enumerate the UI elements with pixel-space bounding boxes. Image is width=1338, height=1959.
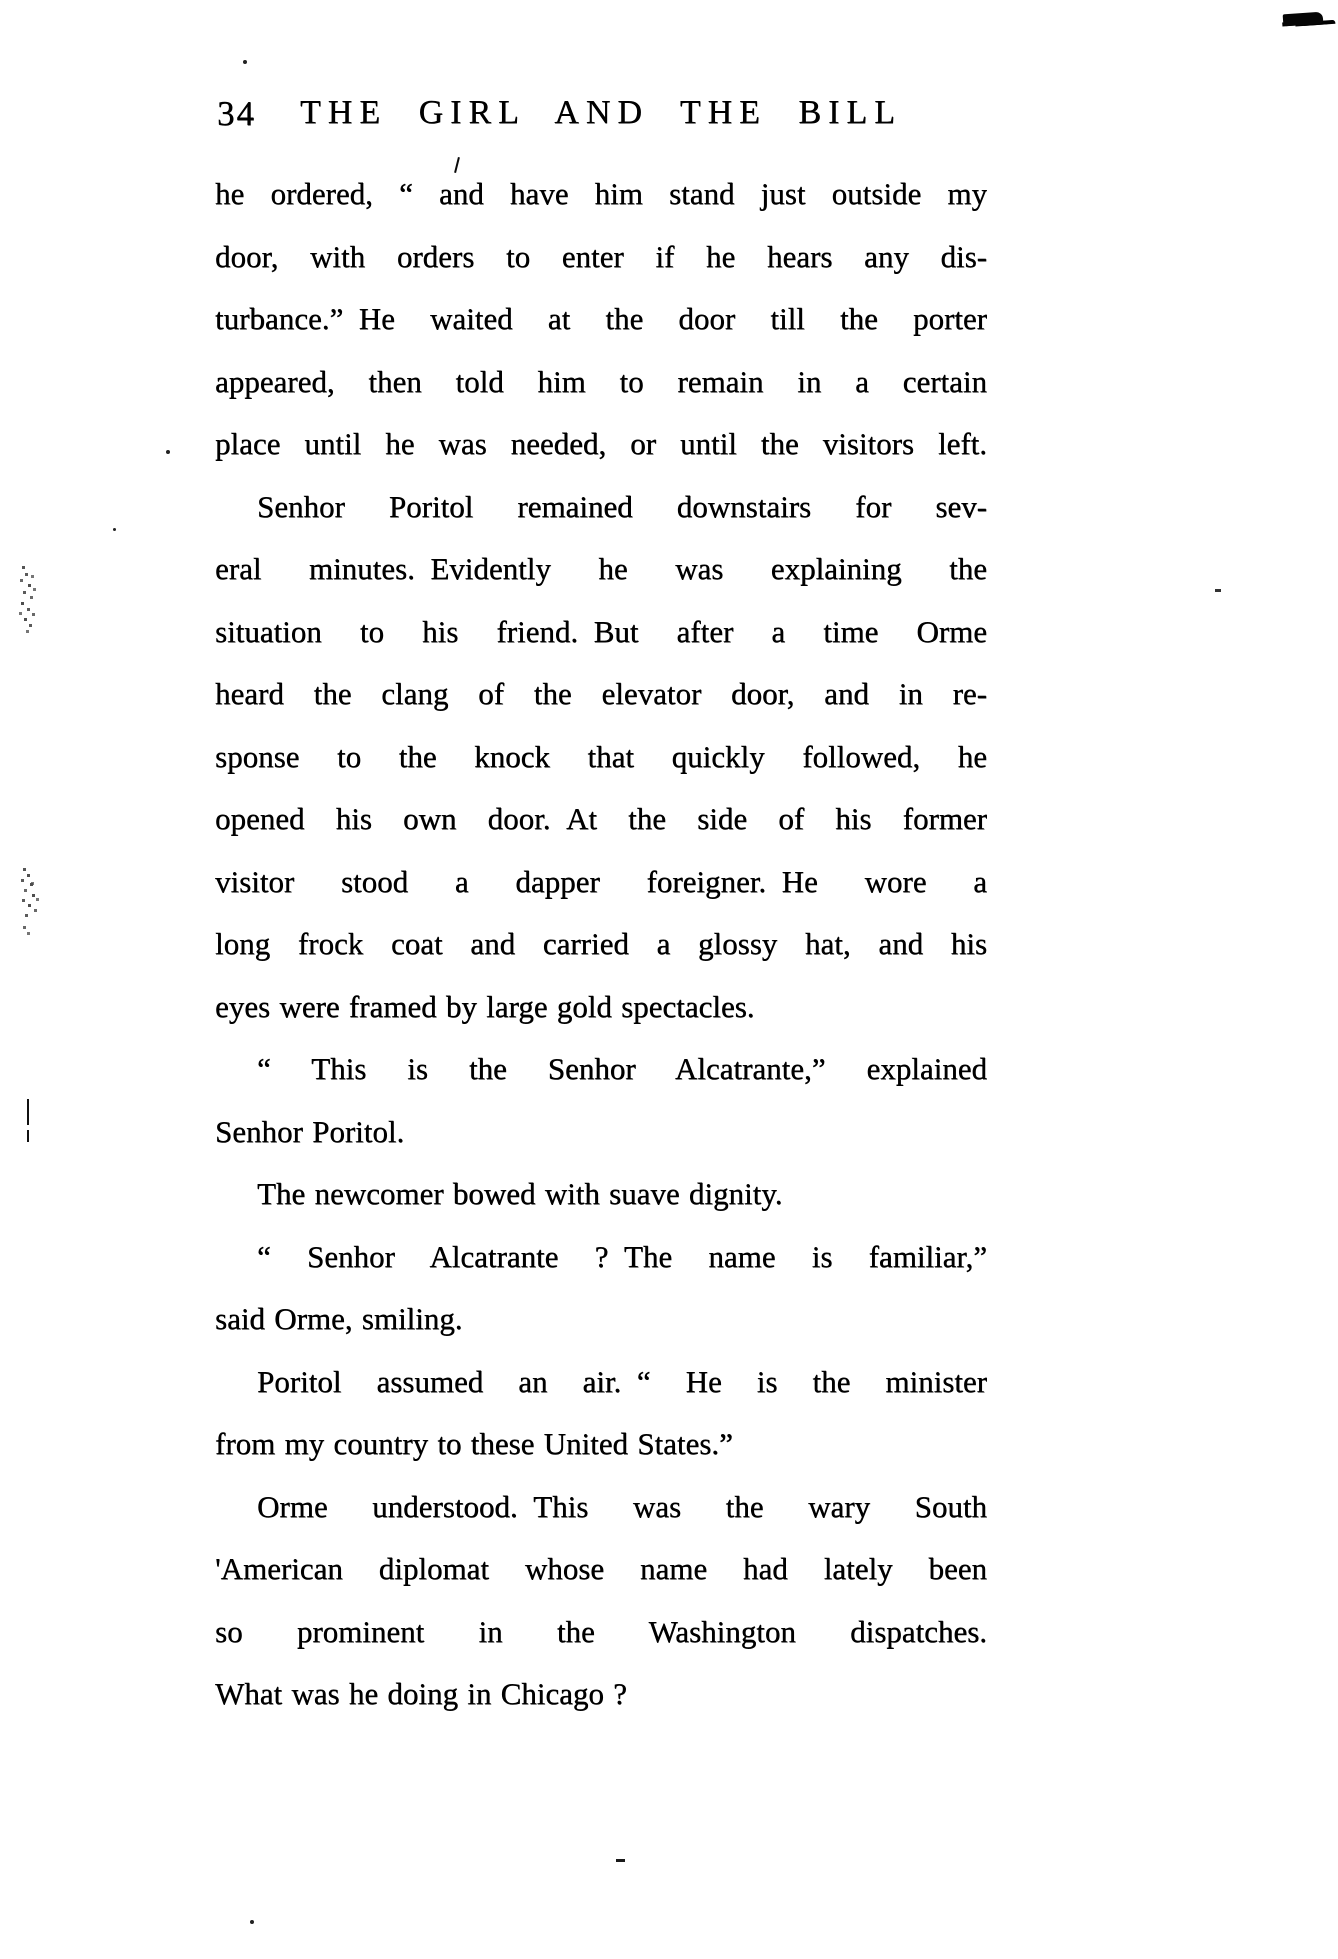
running-title: THE GIRL AND THE BILL <box>300 94 902 131</box>
ink-speckle-left-margin <box>22 566 25 569</box>
stray-vertical-ink-line <box>27 1130 29 1142</box>
text-line: said Orme, smiling. <box>215 1301 463 1336</box>
ink-speckle-left-margin <box>23 868 26 871</box>
text-line: eral minutes. Evidently he was explaining the <box>215 551 987 586</box>
body-text <box>215 163 987 1726</box>
text-line: heard the clang of the elevator door, and in re- <box>215 676 987 711</box>
text-line: visitor stood a dapper foreigner. He wore a <box>215 863 987 899</box>
ink-speck <box>113 528 116 531</box>
text-line: “ Senhor Alcatrante ? The name is familiar,” <box>257 1238 987 1274</box>
ink-speck <box>616 1859 625 1862</box>
stray-vertical-ink-line <box>27 1099 29 1125</box>
text-line: long frock coat and carried a glossy hat, and his <box>215 926 987 961</box>
text-line: Orme understood. This was the wary South <box>257 1488 987 1524</box>
page-header <box>215 94 987 142</box>
ink-speck <box>1215 589 1221 592</box>
text-line: door, with orders to enter if he hears any dis- <box>215 238 987 274</box>
text-line: What was he doing in Chicago ? <box>215 1676 627 1711</box>
ink-speck <box>250 1920 254 1924</box>
text-line: The newcomer bowed with suave dignity. <box>257 1176 783 1211</box>
text-line: Poritol assumed an air. “ He is the minister <box>257 1363 987 1399</box>
ink-speck <box>166 450 170 454</box>
text-line: 'American diplomat whose name had lately been <box>215 1551 987 1586</box>
text-line: “ This is the Senhor Alcatrante,” explained <box>257 1051 987 1086</box>
text-line: Senhor Poritol. <box>215 1113 405 1149</box>
text-line: turbance.” He waited at the door till the porter <box>215 301 987 336</box>
page-number: 34 <box>217 94 256 133</box>
ink-speck <box>243 60 247 64</box>
text-line: he ordered, “ and have him stand just outside my <box>215 176 987 211</box>
text-line: from my country to these United States.” <box>215 1426 733 1461</box>
text-line: situation to his friend. But after a time Orme <box>215 613 987 649</box>
text-line: place until he was needed, or until the visitors left. <box>215 426 987 461</box>
text-line: eyes were framed by large gold spectacles. <box>215 988 755 1024</box>
text-line: appeared, then told him to remain in a certain <box>215 363 987 399</box>
text-line: Senhor Poritol remained downstairs for sev- <box>257 488 987 524</box>
text-line: so prominent in the Washington dispatches. <box>215 1613 987 1649</box>
text-line: sponse to the knock that quickly followed, he <box>215 738 987 774</box>
text-line: opened his own door. At the side of his former <box>215 801 987 836</box>
ink-smudge-top-right <box>1283 12 1324 27</box>
